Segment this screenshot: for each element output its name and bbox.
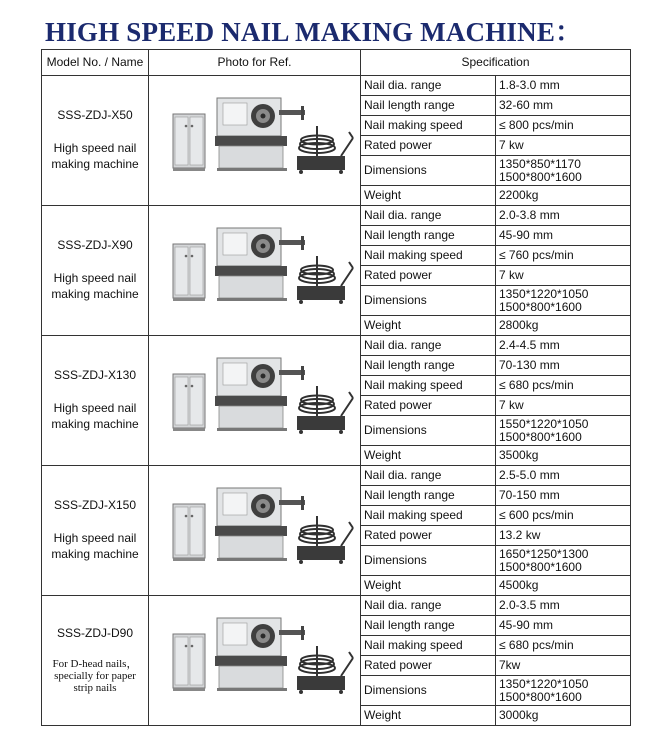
spec-value-length: 70-150 mm xyxy=(496,486,631,506)
model-number: SSS-ZDJ-X130 xyxy=(53,368,137,382)
spec-label-speed: Nail making speed xyxy=(361,246,496,266)
spec-value-speed: ≤ 800 pcs/min xyxy=(496,116,631,136)
spec-label-power: Rated power xyxy=(361,266,496,286)
spec-label-power: Rated power xyxy=(361,396,496,416)
machine-photo xyxy=(155,606,355,716)
spec-value-weight: 3500kg xyxy=(496,446,631,466)
photo-cell xyxy=(149,336,361,466)
spec-label-speed: Nail making speed xyxy=(361,636,496,656)
spec-value-power: 7 kw xyxy=(496,396,631,416)
model-cell xyxy=(42,206,149,336)
spec-label-dimensions: Dimensions xyxy=(361,286,496,316)
photo-cell xyxy=(149,206,361,336)
machine-photo xyxy=(155,216,355,326)
spec-value-dia: 1.8-3.0 mm xyxy=(496,76,631,96)
photo-cell xyxy=(149,596,361,726)
spec-label-length: Nail length range xyxy=(361,616,496,636)
spec-value-dimensions xyxy=(496,676,631,706)
spec-value-length: 45-90 mm xyxy=(496,616,631,636)
page-title: HIGH SPEED NAIL MAKING MACHINE： xyxy=(45,17,583,47)
machine-photo xyxy=(155,476,355,586)
table-row xyxy=(42,336,631,356)
spec-label-speed: Nail making speed xyxy=(361,376,496,396)
machine-photo xyxy=(155,346,355,456)
spec-value-power: 7 kw xyxy=(496,136,631,156)
spec-label-dia: Nail dia. range xyxy=(361,596,496,616)
model-name: High speed nail making machine xyxy=(51,141,139,171)
table-row xyxy=(42,206,631,226)
spec-label-dia: Nail dia. range xyxy=(361,466,496,486)
photo-cell xyxy=(149,76,361,206)
spec-label-dia: Nail dia. range xyxy=(361,336,496,356)
spec-value-weight: 2200kg xyxy=(496,186,631,206)
spec-label-power: Rated power xyxy=(361,526,496,546)
model-cell xyxy=(42,596,149,726)
spec-label-speed: Nail making speed xyxy=(361,116,496,136)
model-name: High speed nail making machine xyxy=(51,531,139,561)
dimensions-line-2: 1500*800*1600 xyxy=(499,169,582,184)
model-name: For D-head nails，specially for paper strip nails xyxy=(52,658,138,694)
model-number: SSS-ZDJ-X50 xyxy=(57,108,133,122)
table-row xyxy=(42,76,631,96)
spec-value-dia: 2.0-3.8 mm xyxy=(496,206,631,226)
table-body xyxy=(42,76,631,726)
spec-label-length: Nail length range xyxy=(361,96,496,116)
model-name: High speed nail making machine xyxy=(51,401,139,431)
dimensions-line-1: 1650*1250*1300 xyxy=(499,546,589,561)
header-photo: Photo for Ref. xyxy=(149,50,361,76)
spec-label-weight: Weight xyxy=(361,186,496,206)
spec-value-length: 32-60 mm xyxy=(496,96,631,116)
spec-label-power: Rated power xyxy=(361,136,496,156)
dimensions-line-2: 1500*800*1600 xyxy=(499,689,582,704)
table-row xyxy=(42,596,631,616)
model-cell xyxy=(42,336,149,466)
spec-label-length: Nail length range xyxy=(361,486,496,506)
table-header-row xyxy=(42,50,631,76)
spec-label-length: Nail length range xyxy=(361,226,496,246)
machine-photo xyxy=(155,86,355,196)
spec-label-weight: Weight xyxy=(361,706,496,726)
model-number: SSS-ZDJ-D90 xyxy=(56,626,133,640)
spec-label-dia: Nail dia. range xyxy=(361,76,496,96)
model-cell xyxy=(42,76,149,206)
spec-value-dia: 2.5-5.0 mm xyxy=(496,466,631,486)
table-row xyxy=(42,466,631,486)
spec-value-power: 7 kw xyxy=(496,266,631,286)
spec-value-length: 45-90 mm xyxy=(496,226,631,246)
dimensions-line-1: 1350*1220*1050 xyxy=(499,286,589,301)
spec-label-speed: Nail making speed xyxy=(361,506,496,526)
spec-label-dimensions: Dimensions xyxy=(361,156,496,186)
dimensions-line-1: 1550*1220*1050 xyxy=(499,416,589,431)
spec-label-power: Rated power xyxy=(361,656,496,676)
spec-label-length: Nail length range xyxy=(361,356,496,376)
spec-table xyxy=(41,49,631,726)
model-number: SSS-ZDJ-X90 xyxy=(57,238,133,252)
spec-label-weight: Weight xyxy=(361,446,496,466)
spec-label-dia: Nail dia. range xyxy=(361,206,496,226)
spec-label-dimensions: Dimensions xyxy=(361,546,496,576)
spec-value-weight: 2800kg xyxy=(496,316,631,336)
spec-label-dimensions: Dimensions xyxy=(361,416,496,446)
dimensions-line-2: 1500*800*1600 xyxy=(499,429,582,444)
model-number: SSS-ZDJ-X150 xyxy=(53,498,137,512)
dimensions-line-1: 1350*850*1170 xyxy=(499,156,581,171)
spec-value-dia: 2.0-3.5 mm xyxy=(496,596,631,616)
spec-value-speed: ≤ 680 pcs/min xyxy=(496,636,631,656)
spec-value-dimensions xyxy=(496,546,631,576)
spec-label-dimensions: Dimensions xyxy=(361,676,496,706)
model-name: High speed nail making machine xyxy=(51,271,139,301)
spec-label-weight: Weight xyxy=(361,576,496,596)
dimensions-line-2: 1500*800*1600 xyxy=(499,559,582,574)
dimensions-line-1: 1350*1220*1050 xyxy=(499,676,589,691)
spec-label-weight: Weight xyxy=(361,316,496,336)
spec-value-dimensions xyxy=(496,156,631,186)
spec-value-speed: ≤ 680 pcs/min xyxy=(496,376,631,396)
spec-value-speed: ≤ 760 pcs/min xyxy=(496,246,631,266)
spec-value-dimensions xyxy=(496,416,631,446)
header-model: Model No. / Name xyxy=(42,50,149,76)
spec-value-weight: 4500kg xyxy=(496,576,631,596)
spec-value-speed: ≤ 600 pcs/min xyxy=(496,506,631,526)
spec-value-power: 13.2 kw xyxy=(496,526,631,546)
spec-value-length: 70-130 mm xyxy=(496,356,631,376)
spec-value-weight: 3000kg xyxy=(496,706,631,726)
spec-value-dimensions xyxy=(496,286,631,316)
model-cell xyxy=(42,466,149,596)
header-spec: Specification xyxy=(361,50,631,76)
dimensions-line-2: 1500*800*1600 xyxy=(499,299,582,314)
spec-value-power: 7kw xyxy=(496,656,631,676)
spec-value-dia: 2.4-4.5 mm xyxy=(496,336,631,356)
photo-cell xyxy=(149,466,361,596)
